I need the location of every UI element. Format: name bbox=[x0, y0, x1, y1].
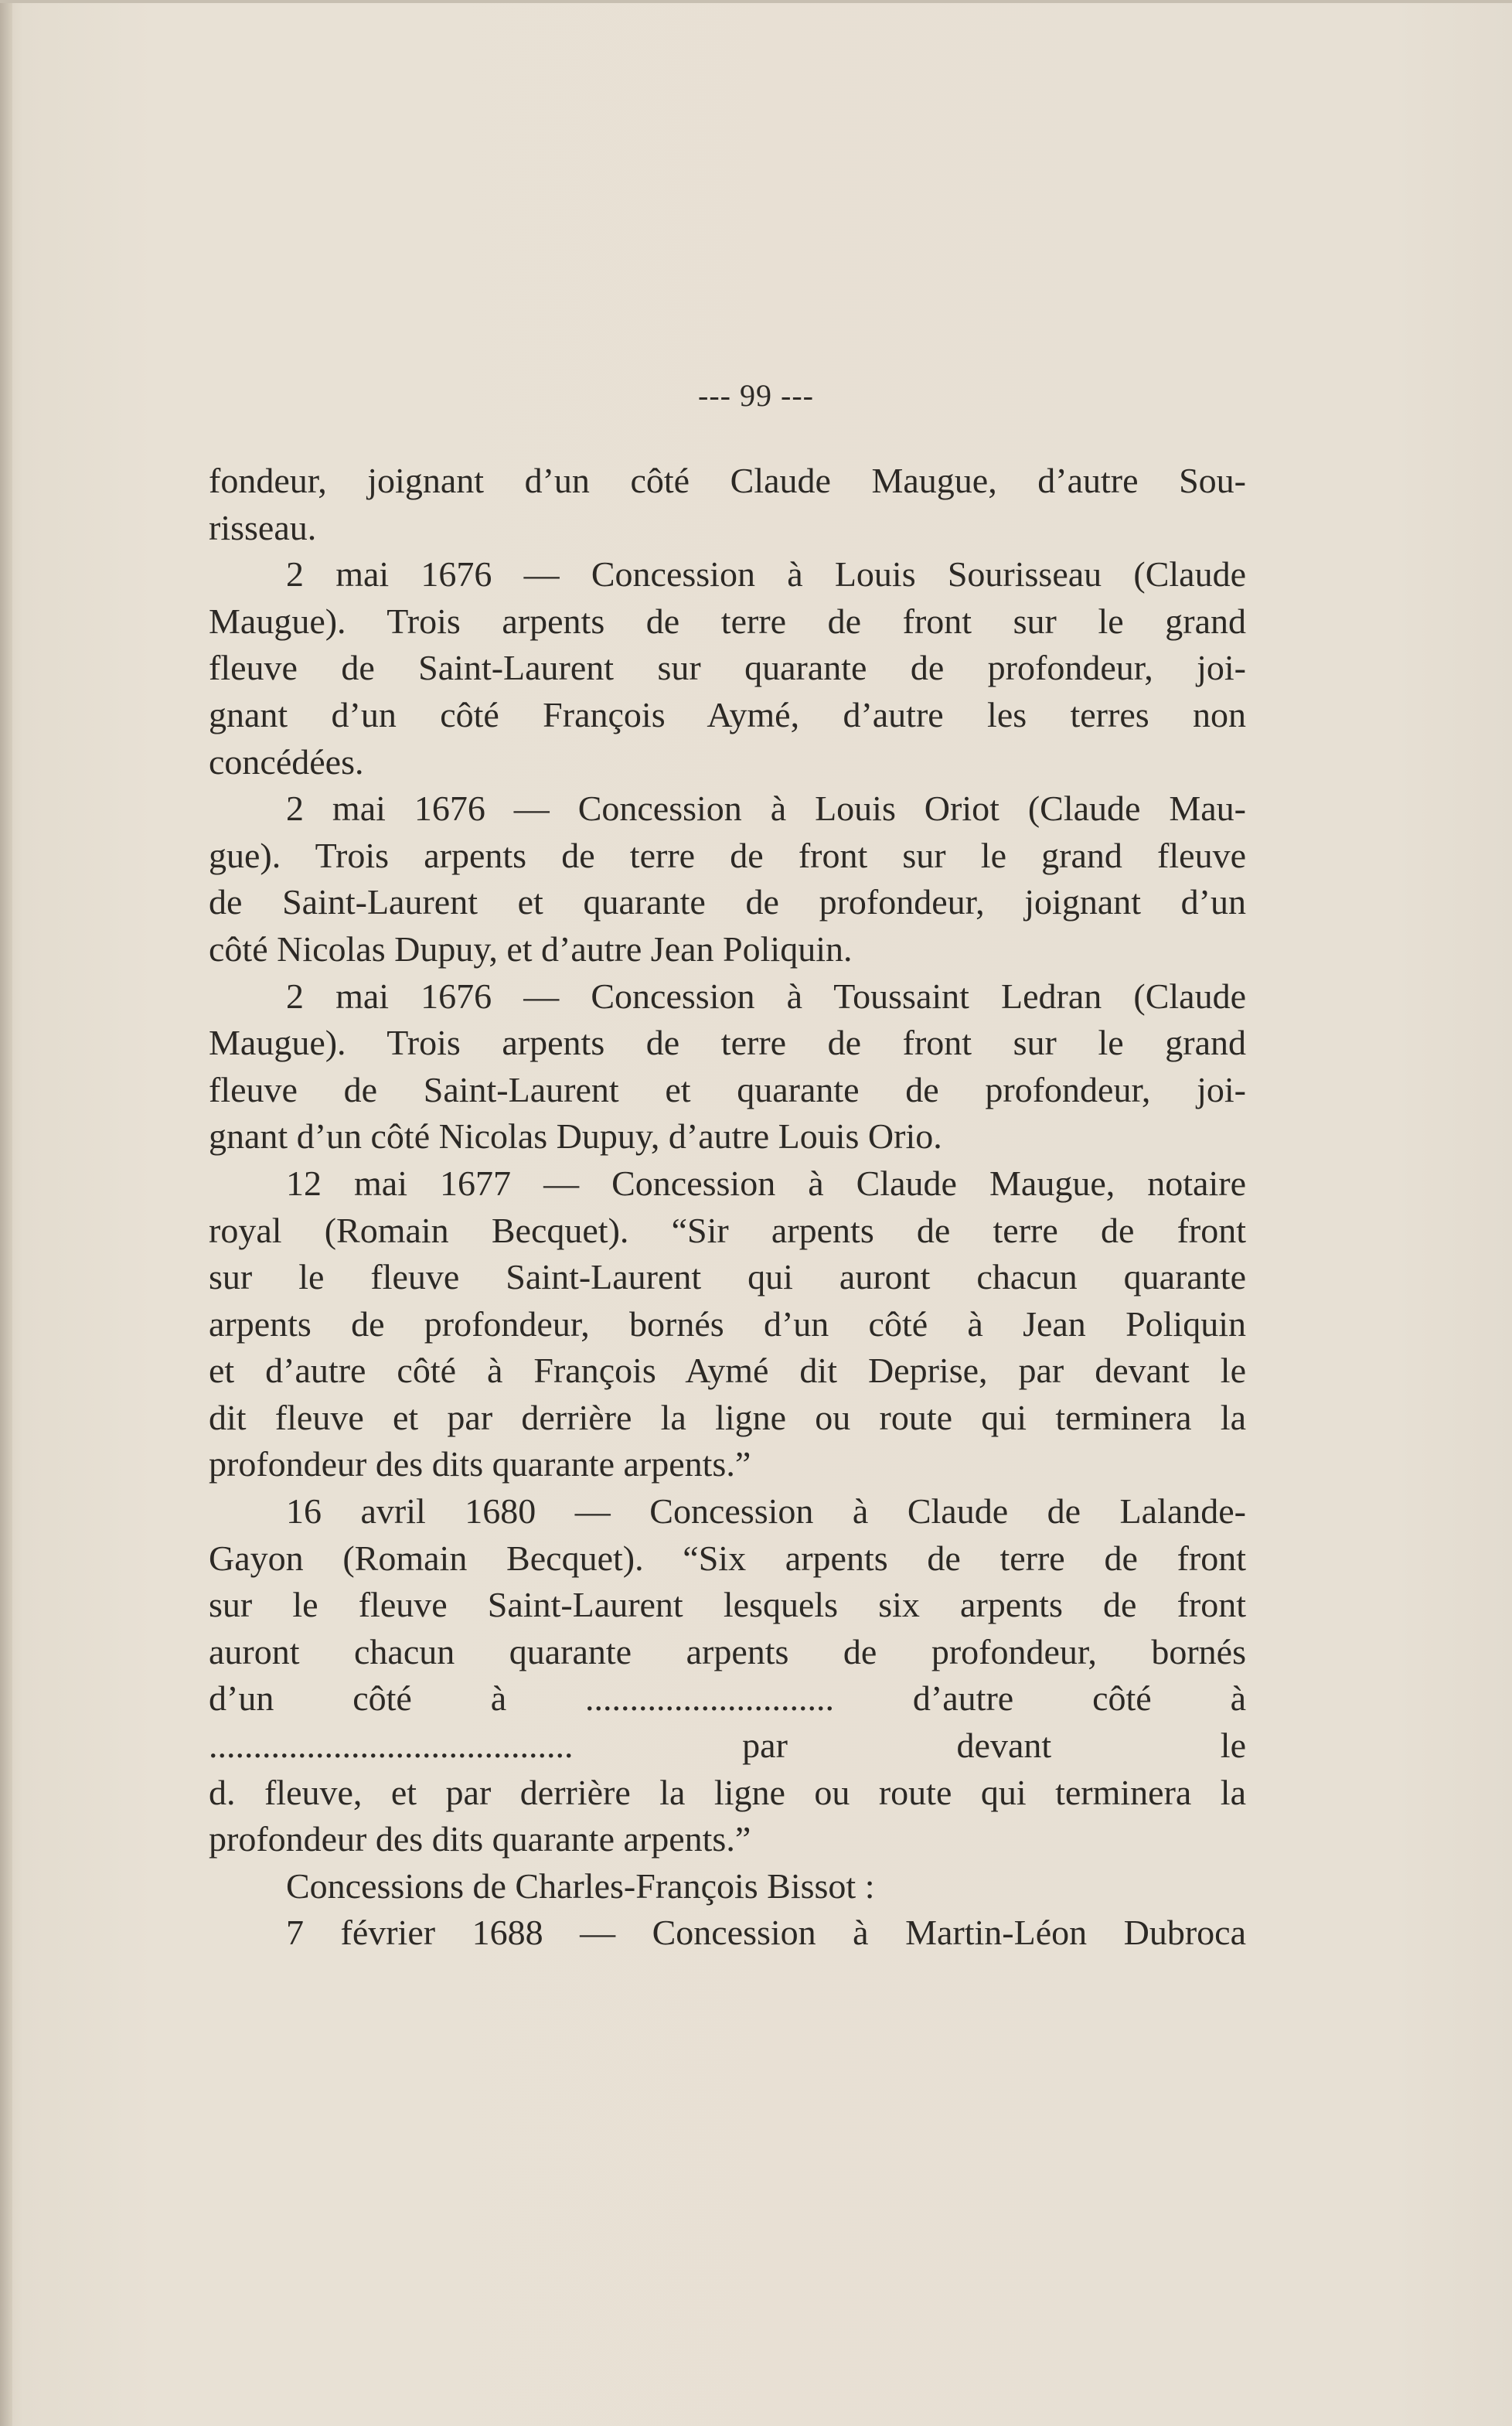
text-line: d. fleuve, et par derrière la ligne ou route qui terminera la bbox=[209, 1772, 1246, 1812]
page-binding-edge bbox=[0, 0, 12, 2426]
text-line: sur le fleuve Saint-Laurent qui auront chacun quarante bbox=[209, 1257, 1246, 1297]
text-line: fleuve de Saint-Laurent sur quarante de profondeur, joi- bbox=[209, 648, 1246, 688]
text-line: côté Nicolas Dupuy, et d’autre Jean Poliquin. bbox=[209, 928, 853, 969]
text-line: fondeur, joignant d’un côté Claude Maugue, d’autre Sou- bbox=[209, 461, 1246, 500]
text-line: gnant d’un côté François Aymé, d’autre les terres non bbox=[209, 694, 1246, 734]
page-number: --- 99 --- bbox=[698, 378, 814, 413]
text-line: Maugue). Trois arpents de terre de front sur le grand bbox=[209, 601, 1246, 641]
text-line: concédées. bbox=[209, 741, 364, 782]
text-line: 2 mai 1676 — Concession à Louis Oriot (Claude Mau- bbox=[286, 789, 1246, 829]
text-line: d’un côté à ............................ d’autre côté à bbox=[209, 1678, 1246, 1719]
text-line: Gayon (Romain Becquet). “Six arpents de terre de front bbox=[209, 1538, 1246, 1578]
text-line: 7 février 1688 — Concession à Martin-Léon Dubroca bbox=[286, 1913, 1246, 1953]
text-line: arpents de profondeur, bornés d’un côté à Jean Poliquin bbox=[209, 1303, 1246, 1344]
text-line: dit fleuve et par derrière la ligne ou route qui terminera la bbox=[209, 1397, 1246, 1437]
text-line: profondeur des dits quarante arpents.” bbox=[209, 1444, 751, 1484]
text-line: Maugue). Trois arpents de terre de front sur le grand bbox=[209, 1023, 1246, 1063]
text-line: gue). Trois arpents de terre de front sur le grand fleuve bbox=[209, 835, 1246, 875]
text-line: fleuve de Saint-Laurent et quarante de profondeur, joi- bbox=[209, 1069, 1246, 1109]
text-line: ......................................... par devant le bbox=[209, 1726, 1246, 1766]
text-line: profondeur des dits quarante arpents.” bbox=[209, 1819, 751, 1859]
text-line: sur le fleuve Saint-Laurent lesquels six arpents de front bbox=[209, 1585, 1246, 1625]
text-line: 16 avril 1680 — Concession à Claude de Lalande- bbox=[286, 1491, 1246, 1532]
text-line: auront chacun quarante arpents de profondeur, bornés bbox=[209, 1631, 1246, 1671]
text-line: royal (Romain Becquet). “Sir arpents de terre de front bbox=[209, 1210, 1246, 1250]
text-line: gnant d’un côté Nicolas Dupuy, d’autre Louis Orio. bbox=[209, 1116, 942, 1157]
text-line: et d’autre côté à François Aymé dit Deprise, par devant le bbox=[209, 1351, 1246, 1391]
text-line: 12 mai 1677 — Concession à Claude Maugue, notaire bbox=[286, 1163, 1246, 1203]
body-text bbox=[209, 458, 1246, 1957]
text-line: de Saint-Laurent et quarante de profondeur, joignant d’un bbox=[209, 882, 1246, 922]
text-line: 2 mai 1676 — Concession à Louis Sourisseau (Claude bbox=[286, 554, 1246, 595]
text-line: risseau. bbox=[209, 507, 317, 547]
text-line: Concessions de Charles-François Bissot : bbox=[286, 1865, 875, 1906]
page-top-edge bbox=[0, 0, 1512, 3]
text-line: 2 mai 1676 — Concession à Toussaint Ledran (Claude bbox=[286, 976, 1246, 1016]
